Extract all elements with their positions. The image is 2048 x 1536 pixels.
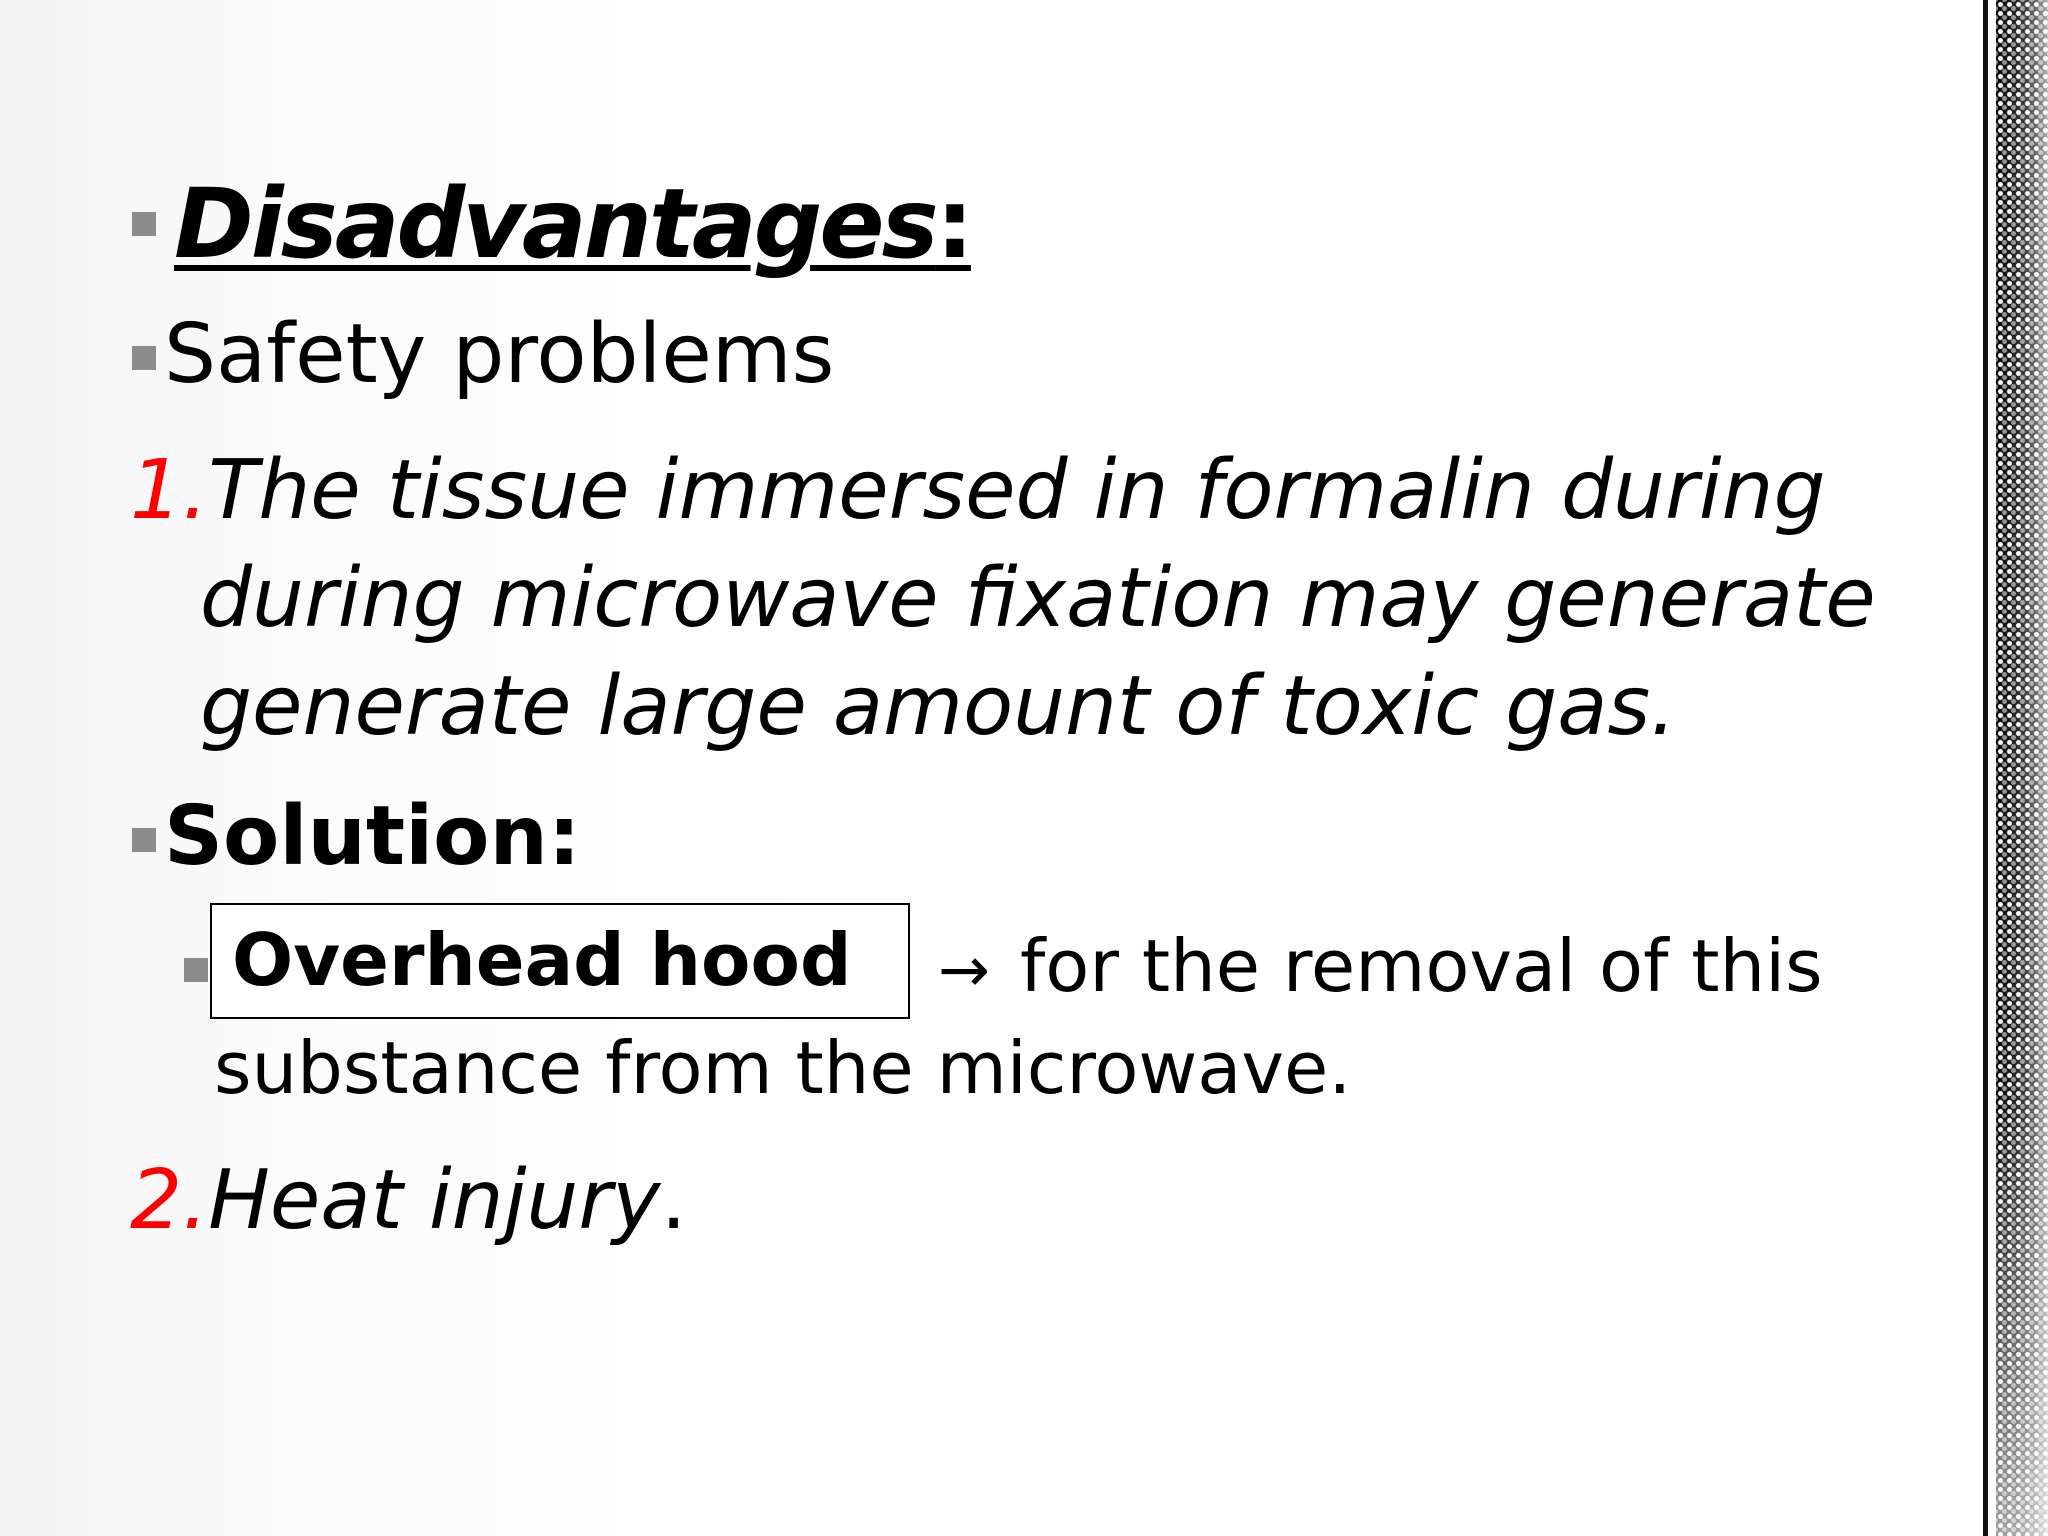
square-bullet-icon [132,828,156,852]
item-1-text-line-1: The tissue immersed in formalin during [208,443,1826,538]
item-1-number: 1. [130,443,209,538]
heading-title: Disadvantages [174,168,936,280]
item-1-line-2 [200,551,1876,646]
item-2 [130,1153,687,1248]
square-bullet-icon [132,346,156,370]
edge-gap [1988,0,1996,1536]
item-1-text-line-3: generate large amount of toxic gas. [200,659,1677,754]
item-2-period: . [660,1153,687,1248]
edge-halftone-fade [1996,1100,2048,1536]
solution-description-line-1 [938,924,1823,1008]
heading-colon: : [935,168,971,280]
item-1-line-1 [130,443,1826,538]
solution-description-text-1: for the removal of this [1019,924,1823,1008]
item-2-text: Heat injury [208,1153,661,1248]
heading-text [174,168,971,280]
item-1-text-line-2: during microwave fixation may generate [200,551,1876,646]
solution-description-line-2: substance from the microwave. [214,1026,1352,1110]
safety-problems-text: Safety problems [164,307,835,402]
overhead-hood-label: Overhead hood [232,918,852,1002]
item-1-line-3 [200,659,1677,754]
square-bullet-icon [132,212,156,236]
right-arrow-icon: → [938,933,990,1006]
square-sub-bullet-icon [184,958,208,982]
solution-text: Solution: [164,789,581,884]
item-2-number: 2. [130,1153,209,1248]
